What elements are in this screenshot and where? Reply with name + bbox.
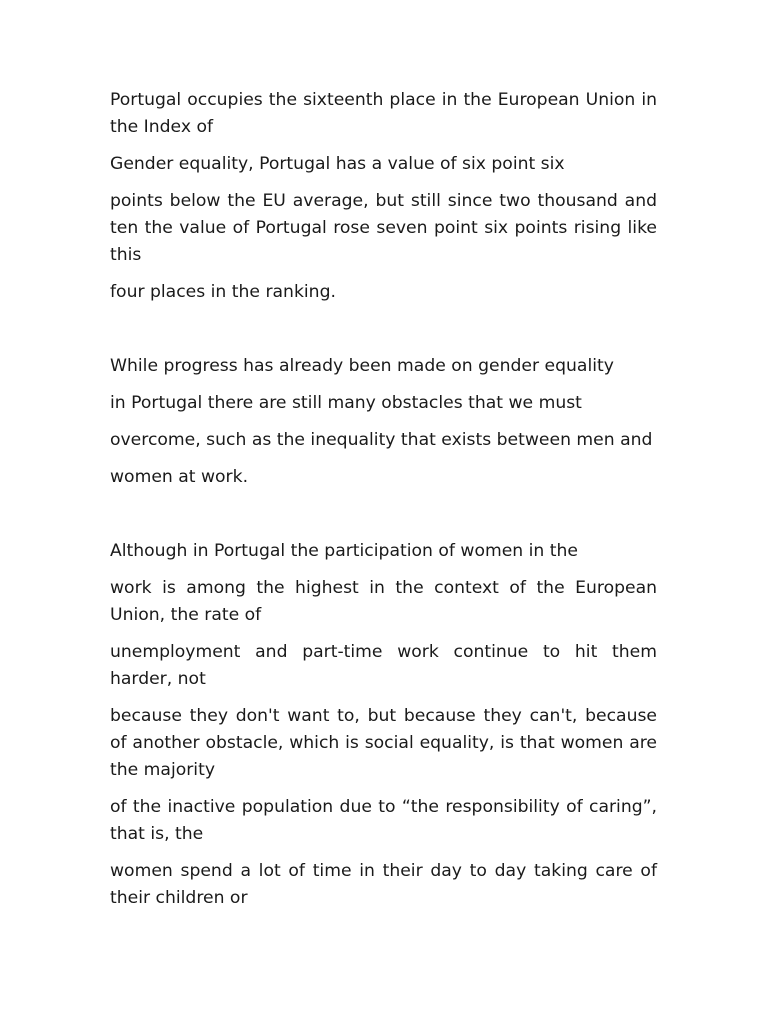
- paragraph: because they don't want to, but because they can't, because of another obstacle, which is social equality, is that women are the majority: [110, 706, 657, 780]
- paragraph: in Portugal there are still many obstacles that we must: [110, 393, 582, 413]
- paragraph: points below the EU average, but still since two thousand and ten the value of Portugal rose seven point six points rising like this: [110, 191, 657, 265]
- paragraph: women spend a lot of time in their day to day taking care of their children or: [110, 861, 657, 908]
- document-page: [110, 87, 657, 922]
- paragraph: unemployment and part-time work continue to hit them harder, not: [110, 642, 657, 689]
- paragraph: women at work.: [110, 467, 249, 487]
- paragraph: of the inactive population due to “the responsibility of caring”, that is, the: [110, 797, 657, 844]
- paragraph: Although in Portugal the participation of women in the: [110, 541, 578, 561]
- paragraph: overcome, such as the inequality that exists between men and: [110, 430, 653, 450]
- paragraph: While progress has already been made on gender equality: [110, 356, 614, 376]
- paragraph: work is among the highest in the context of the European Union, the rate of: [110, 578, 657, 625]
- paragraph: four places in the ranking.: [110, 282, 336, 302]
- paragraph: Portugal occupies the sixteenth place in the European Union in the Index of: [110, 90, 657, 137]
- paragraph: Gender equality, Portugal has a value of six point six: [110, 154, 565, 174]
